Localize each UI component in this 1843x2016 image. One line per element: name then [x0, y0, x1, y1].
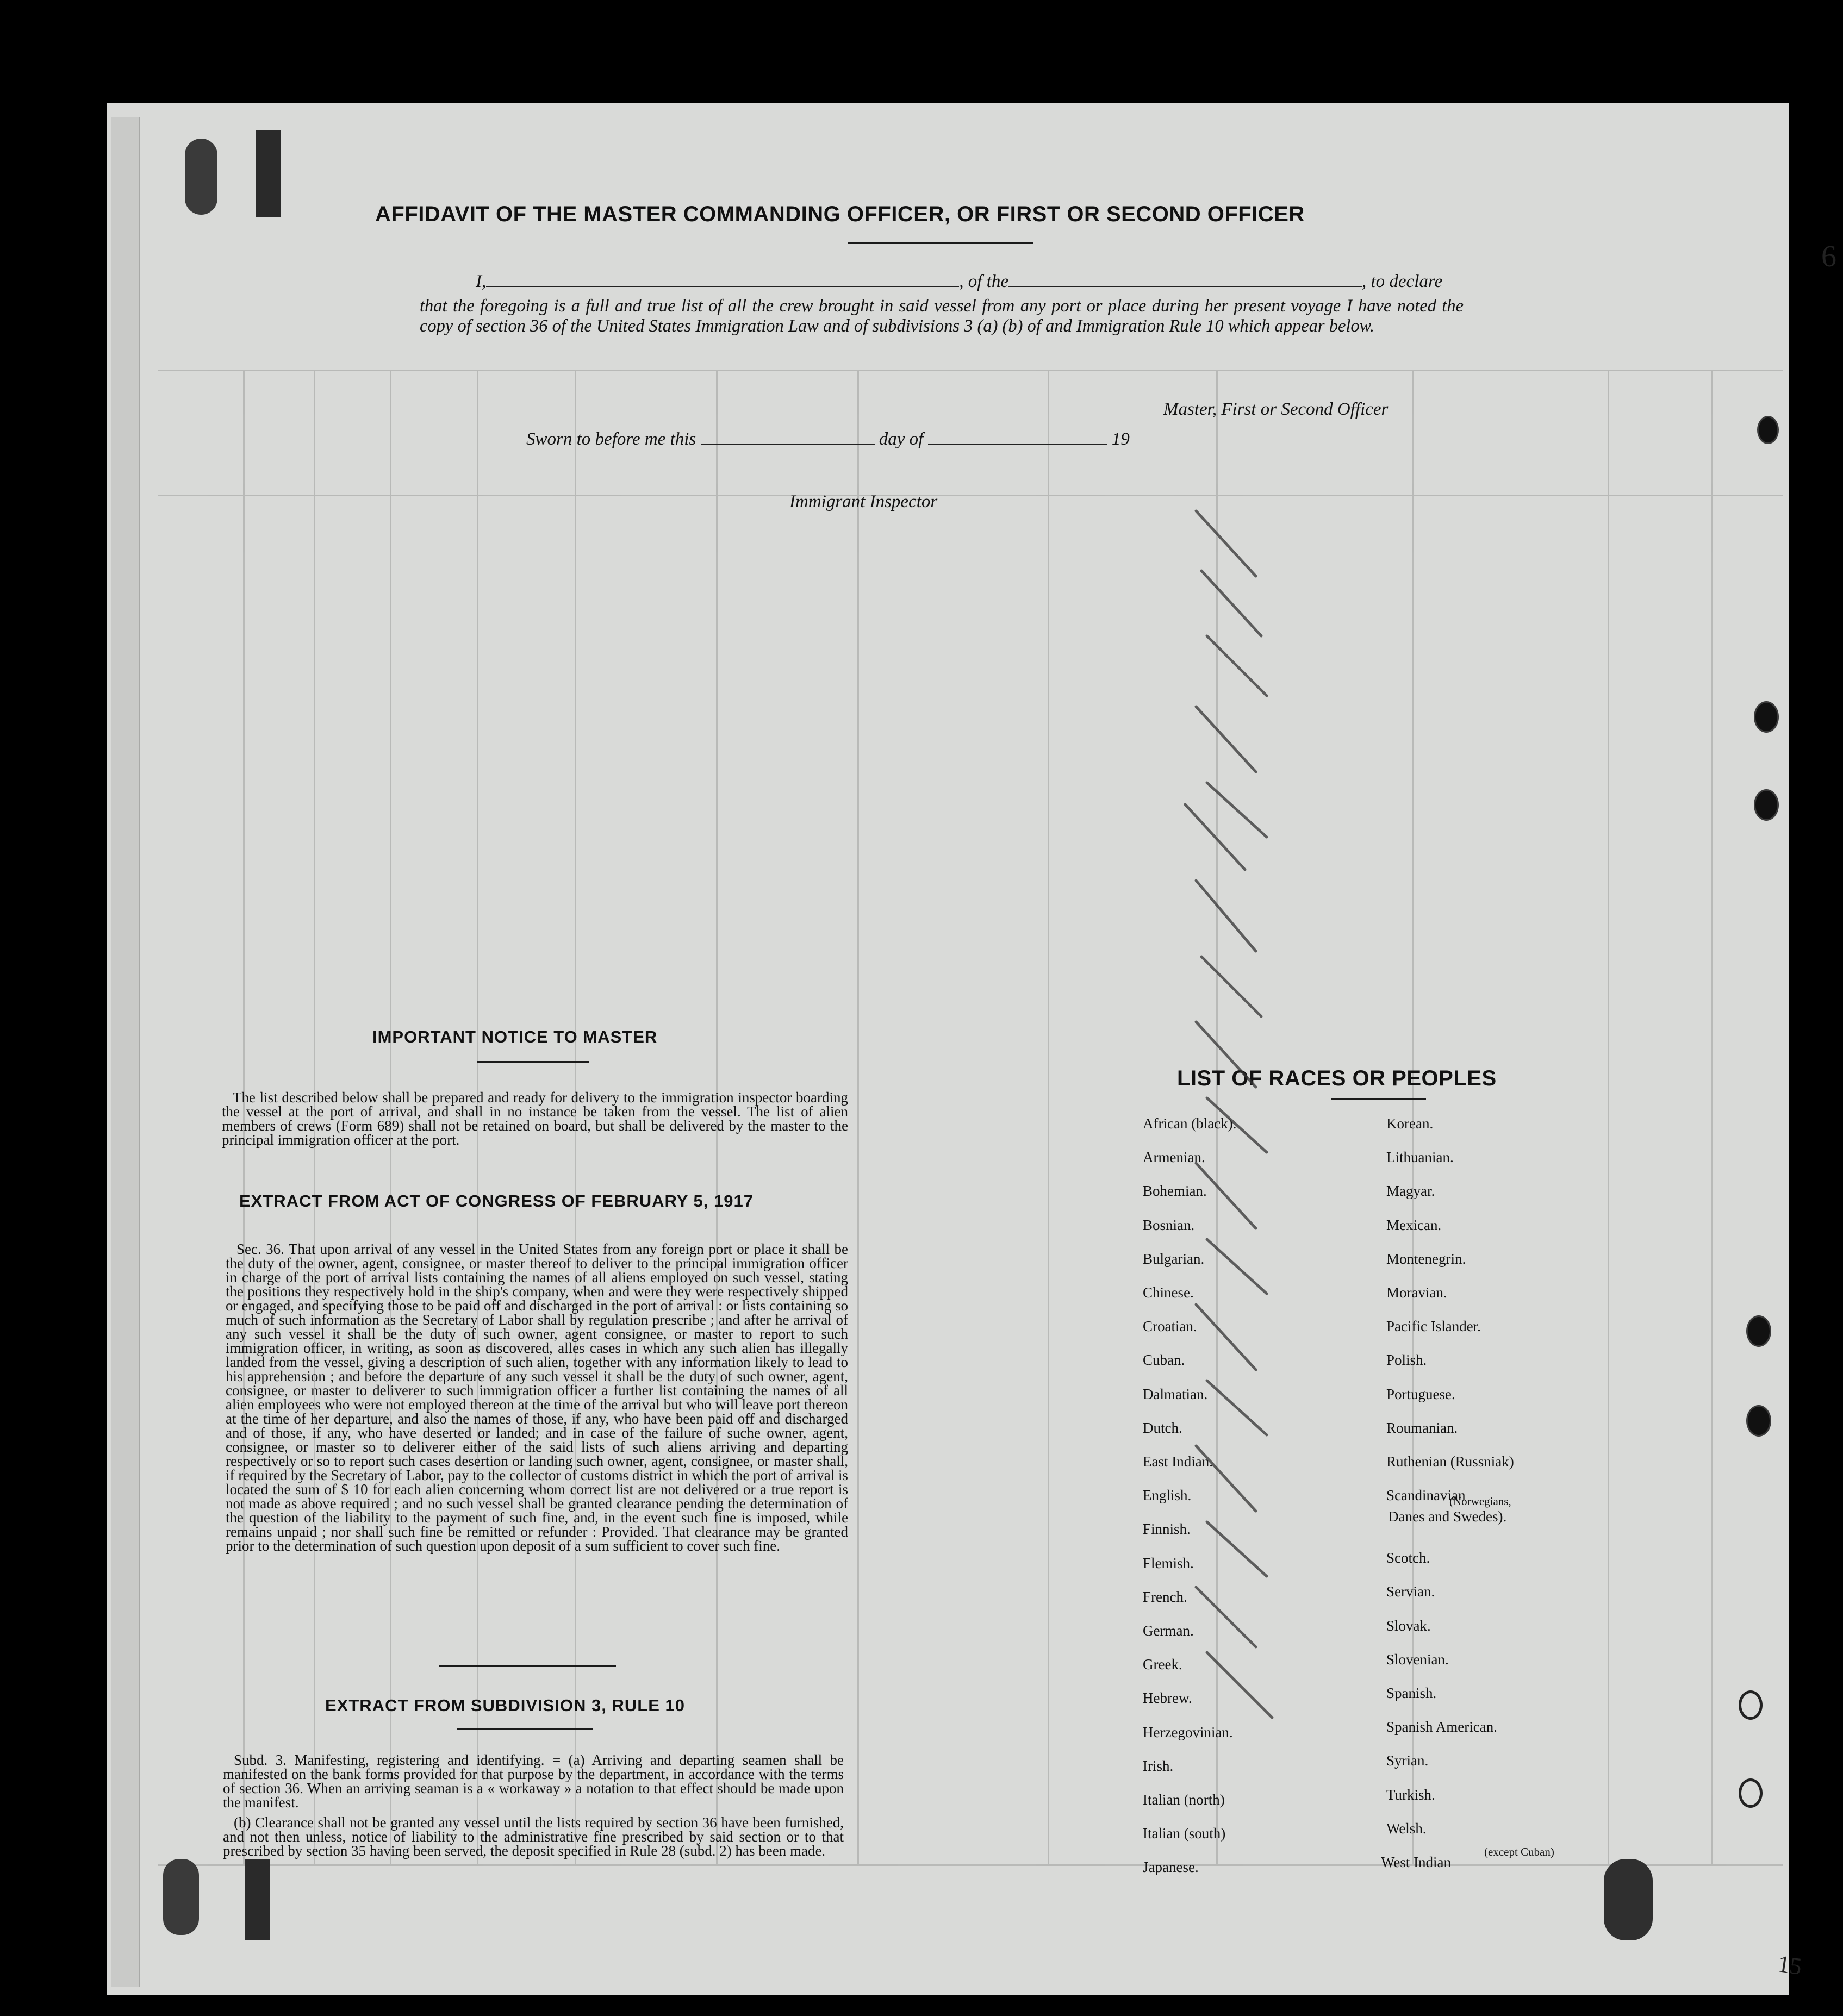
affidavit-body: that the foregoing is a full and true list of all the crew brought in said vessel from any port or place during her present voyage I have noted the copy of section 36 of the United States Immigration Law and of subdivisions 3 (a) (b) of and Immigration Rule 10 which appear below. — [420, 296, 1464, 336]
race-item: Italian (south) — [1143, 1825, 1226, 1842]
handwritten-tick-marks — [1163, 500, 1294, 1750]
declarant-label: I, — [476, 272, 487, 291]
sworn-label: Sworn to before me this — [526, 429, 696, 449]
race-item: African (black). — [1143, 1115, 1237, 1132]
race-item: German. — [1143, 1622, 1194, 1639]
race-item: Ruthenian (Russniak) — [1386, 1453, 1514, 1470]
notice-body: The list described below shall be prepared and ready for delivery to the immigration inspector boarding the vessel at the port of arrival, and shall in no instance be taken from the vessel. The list of alien members of crews (Form 689) shall not be retained on board, but shall be delivered by the master to the principal immigration officer at the port. — [222, 1089, 848, 1148]
race-item: Mexican. — [1386, 1216, 1442, 1233]
race-item: Chinese. — [1143, 1284, 1194, 1301]
race-item: Polish. — [1386, 1352, 1427, 1369]
west-indian-note: (except Cuban) — [1484, 1845, 1554, 1858]
sworn-day-field[interactable] — [701, 444, 875, 445]
vessel-label: , of the — [959, 272, 1008, 291]
binding-clip — [185, 139, 217, 215]
race-item: Flemish. — [1143, 1555, 1194, 1571]
title-rule — [848, 242, 1033, 244]
sworn-line — [526, 429, 1130, 450]
binding-clip — [256, 130, 281, 217]
race-item: Finnish. — [1143, 1521, 1191, 1538]
race-item: Roumanian. — [1386, 1419, 1458, 1436]
race-item: French. — [1143, 1588, 1187, 1605]
race-item: Montenegrin. — [1386, 1250, 1466, 1267]
inspector-label: Immigrant Inspector — [789, 492, 938, 511]
race-item: English. — [1143, 1487, 1192, 1504]
page-binding-edge — [111, 117, 140, 1987]
inspector-line — [789, 492, 937, 512]
race-item: Croatian. — [1143, 1318, 1197, 1335]
race-item: Hebrew. — [1143, 1690, 1192, 1707]
extract-rule-title: EXTRACT FROM SUBDIVISION 3, RULE 10 — [325, 1696, 685, 1715]
extract-rule-rule — [457, 1728, 593, 1730]
scandinavian-note-2: Danes and Swedes). — [1388, 1508, 1507, 1525]
race-item: Dalmatian. — [1143, 1385, 1208, 1402]
race-item: Pacific Islander. — [1386, 1318, 1481, 1335]
races-rule — [1331, 1098, 1426, 1100]
race-item: Moravian. — [1386, 1284, 1447, 1301]
race-item: Korean. — [1386, 1115, 1434, 1132]
race-item: Magyar. — [1386, 1183, 1435, 1200]
race-item: East Indian. — [1143, 1453, 1213, 1470]
race-item: Spanish. — [1386, 1685, 1437, 1701]
race-item: Armenian. — [1143, 1149, 1205, 1166]
notice-rule — [477, 1061, 589, 1063]
race-item: Lithuanian. — [1386, 1149, 1454, 1166]
race-item: Slovenian. — [1386, 1651, 1449, 1668]
punch-hole — [1746, 1315, 1771, 1347]
race-item: Spanish American. — [1386, 1719, 1497, 1736]
notice-title: IMPORTANT NOTICE TO MASTER — [372, 1027, 658, 1046]
punch-hole — [1739, 1778, 1763, 1808]
race-item: Japanese. — [1143, 1859, 1199, 1876]
race-item: Bulgarian. — [1143, 1250, 1205, 1267]
race-item: Portuguese. — [1386, 1385, 1455, 1402]
race-item: Bohemian. — [1143, 1183, 1207, 1200]
extract-act-rule — [439, 1665, 616, 1667]
race-item: Greek. — [1143, 1656, 1182, 1673]
punch-hole — [1746, 1405, 1771, 1437]
race-item: Dutch. — [1143, 1419, 1182, 1436]
race-item: Scandinavian — [1386, 1487, 1466, 1504]
year-prefix: 19 — [1111, 429, 1130, 449]
race-item: Welsh. — [1386, 1820, 1427, 1837]
extract-act-body: Sec. 36. That upon arrival of any vessel in the United States from any foreign port or place it shall be the duty of the owner, agent, consignee, or master thereof to deliver to the principal immigration officer in charge of the port of arrival lists containing the names of all aliens employed on such vessel, stating the positions they respectively hold in the ship's company, when and were they were respectively shipped or engaged, and specifying those to be paid off and discharged in the port of arrival : or lists containing so much of such information as the Secretary of Labor shall by regulation prescribe ; and after he arrival of any such vessel it shall be the duty of such owner, agent consignee, or master to report to such immigration officer, in writing, as soon as discovered, alles cases in which any such alien has illegally landed from the vessel, giving a description of such alien, together with any information likely to lead to his apprehension ; and before the departure of any such vessel it shall be the duty of such owner, agent, consignee, or master to deliverer to such immigration officer a further list containing the names of all alien employees who were not employed thereon at the time of the arrival but who will leave port thereon at the time of her departure, and also the names of those, if any, who have been paid off and discharged and of those, if any, who have deserted or landed; and in case of the failure of suche owner, agent, consignee, or master so to deliverer either of the said lists of such aliens arriving and departing respectively or so to report such cases desertion or landing such owner, agent, consignee, or master shall, if required by the Secretary of Labor, pay to the collector of customs district in which the port of arrival is located the sum of $ 10 for each alien concerning whom correct list are not delivered or a true report is not made as above required ; and no such vessel shall be granted clearance pending the determination of the question of the liability to the payment of such fine, and, in the event such fine is imposed, while remains unpaid ; nor shall such fine be remitted or refunder : Provided. That clearance may be granted prior to the determination of such question upon deposit of a sum sufficient to cover such fine. — [226, 1241, 848, 1554]
race-item: Turkish. — [1386, 1786, 1435, 1803]
affidavit-declaration-line — [476, 272, 1442, 292]
extract-rule-body-a: Subd. 3. Manifesting, registering and identifying. = (a) Arriving and departing seamen shall be manifested on the bank forms provided for that purpose by the department, in accordance with the terms of section 36. When an arriving seaman is a « workaway » a notation to that effect should be made upon the manifest. — [223, 1752, 844, 1811]
punch-hole — [1757, 416, 1779, 444]
race-item: Scotch. — [1386, 1550, 1430, 1566]
race-item: Herzegovinian. — [1143, 1724, 1233, 1740]
scandinavian-note-1: (Norwegians, — [1449, 1495, 1511, 1508]
vessel-name-field[interactable] — [1008, 286, 1362, 287]
extract-rule-body-b: (b) Clearance shall not be granted any vessel until the lists required by section 36 have been furnished, and not then unless, notice of liability to the administrative fine prescribed by said section or to that prescribed by section 35 having been served, the deposit specified in Rule 28 (subd. 2) has been made. — [223, 1814, 844, 1859]
binding-clip — [163, 1859, 199, 1935]
binding-clip — [1604, 1859, 1653, 1940]
race-item: Italian (north) — [1143, 1792, 1225, 1808]
race-item: Syrian. — [1386, 1752, 1429, 1769]
punch-hole — [1754, 701, 1779, 733]
races-title: LIST OF RACES OR PEOPLES — [1177, 1066, 1497, 1090]
race-item: Irish. — [1143, 1757, 1174, 1774]
race-item: West Indian — [1381, 1854, 1452, 1870]
race-item: Cuban. — [1143, 1352, 1185, 1369]
sworn-month-field[interactable] — [928, 444, 1107, 445]
declare-label: , to declare — [1361, 272, 1443, 291]
handwritten-page-number: 15 — [1776, 1950, 1804, 1980]
extract-act-title: EXTRACT FROM ACT OF CONGRESS OF FEBRUARY 5, 1917 — [239, 1191, 754, 1210]
master-signature-label: Master, First or Second Officer — [1163, 400, 1389, 419]
punch-hole — [1739, 1690, 1763, 1720]
declarant-name-field[interactable] — [486, 286, 959, 287]
binding-clip — [245, 1859, 270, 1940]
race-item: Slovak. — [1386, 1617, 1431, 1634]
affidavit-title: AFFIDAVIT OF THE MASTER COMMANDING OFFICER, OR FIRST OR SECOND OFFICER — [375, 202, 1305, 226]
day-of-label: day of — [879, 429, 924, 449]
race-item: Servian. — [1386, 1583, 1435, 1600]
punch-hole — [1754, 789, 1779, 821]
handwritten-page-mark: 6 — [1821, 240, 1836, 273]
race-item: Bosnian. — [1143, 1216, 1195, 1233]
